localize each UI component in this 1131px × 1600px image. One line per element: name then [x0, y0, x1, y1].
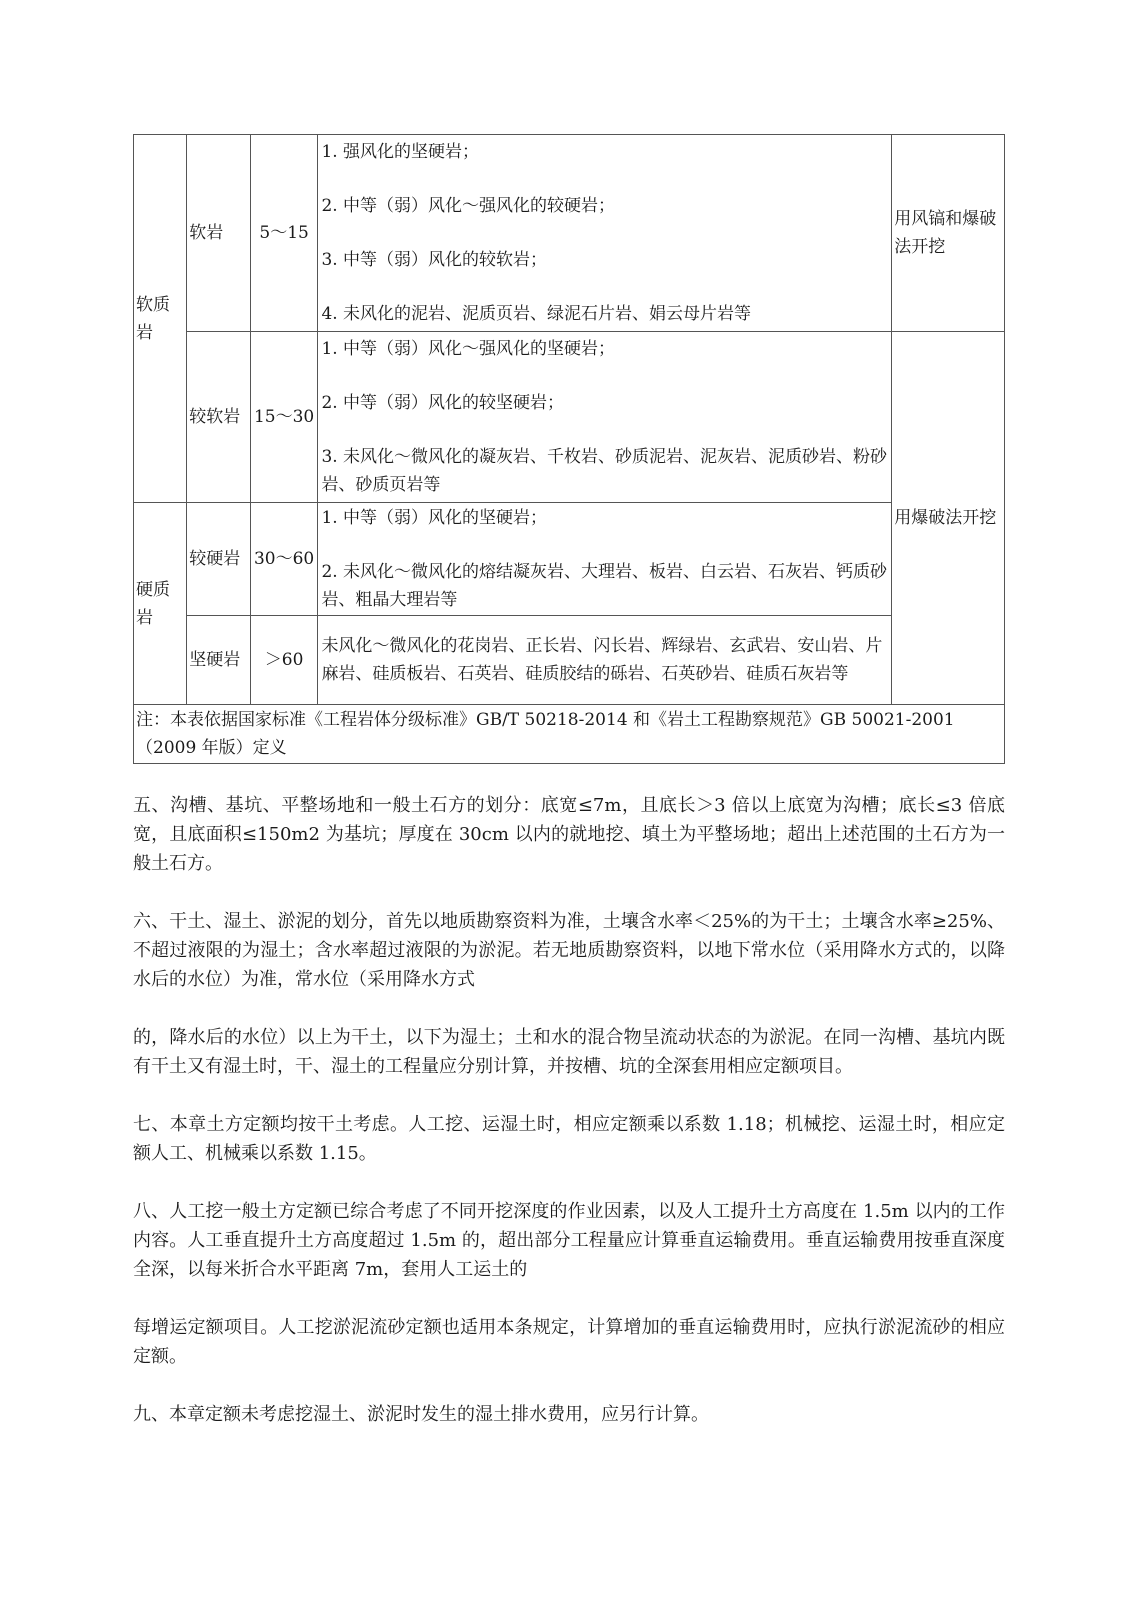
body-text [133, 791, 1005, 1458]
paragraph: 每增运定额项目。人工挖淤泥流砂定额也适用本条规定，计算增加的垂直运输费用时，应执行淤泥流砂的相应定额。 [133, 1317, 1005, 1367]
description-line: 2. 中等（弱）风化的较坚硬岩； [321, 393, 565, 413]
paragraph: 的，降水后的水位）以上为干土，以下为湿土；土和水的混合物呈流动状态的为淤泥。在同一沟槽、基坑内既有干土又有湿土时，干、湿土的工程量应分别计算，并按槽、坑的全深套用相应定额项目。 [133, 1027, 1005, 1077]
description-line: 2. 中等（弱）风化～强风化的较硬岩； [321, 196, 616, 216]
description-cell [318, 503, 892, 616]
description-line: 2. 未风化～微风化的熔结凝灰岩、大理岩、板岩、白云岩、石灰岩、钙质砂岩、粗晶大理岩等 [321, 562, 888, 610]
description-line: 1. 中等（弱）风化的坚硬岩； [321, 508, 548, 528]
excavation-method-cell: 用风镐和爆破法开挖 [892, 135, 1005, 332]
description-line: 4. 未风化的泥岩、泥质页岩、绿泥石片岩、娟云母片岩等 [321, 304, 752, 324]
table-row [134, 135, 1005, 332]
description-cell [318, 135, 892, 332]
paragraph: 七、本章土方定额均按干土考虑。人工挖、运湿土时，相应定额乘以系数 1.18；机械挖、运湿土时，相应定额人工、机械乘以系数 1.15。 [133, 1114, 1005, 1164]
table-note-row [134, 705, 1005, 764]
paragraph: 五、沟槽、基坑、平整场地和一般土石方的划分：底宽≤7m，且底长＞3 倍以上底宽为沟槽；底长≤3 倍底宽，且底面积≤150m2 为基坑；厚度在 30cm 以内的就地挖、填土为平整场地；超出上述范围的土石方为一般土石方。 [133, 795, 1005, 874]
paragraph: 六、干土、湿土、淤泥的划分，首先以地质勘察资料为准，土壤含水率＜25%的为干土；土壤含水率≥25%、不超过液限的为湿土；含水率超过液限的为淤泥。若无地质勘察资料，以地下常水位（采用降水方式的，以降水后的水位）为准，常水位（采用降水方式 [133, 911, 1005, 990]
excavation-method-cell: 用爆破法开挖 [892, 332, 1005, 705]
subtype-cell: 较软岩 [187, 332, 251, 503]
category-cell-soft-rock: 软质岩 [134, 135, 187, 503]
subtype-cell: 坚硬岩 [187, 616, 251, 705]
subtype-cell: 较硬岩 [187, 503, 251, 616]
table-row [134, 332, 1005, 503]
strength-range-cell: 15～30 [250, 332, 318, 503]
description-line: 1. 强风化的坚硬岩； [321, 142, 480, 162]
description-cell [318, 332, 892, 503]
table-row [134, 503, 1005, 616]
rock-classification-table [133, 134, 1005, 764]
description-line: 3. 未风化～微风化的凝灰岩、千枚岩、砂质泥岩、泥灰岩、泥质砂岩、粉砂岩、砂质页岩等 [321, 447, 888, 495]
subtype-cell: 软岩 [187, 135, 251, 332]
strength-range-cell: ＞60 [250, 616, 318, 705]
paragraph: 九、本章定额未考虑挖湿土、淤泥时发生的湿土排水费用，应另行计算。 [133, 1404, 709, 1425]
strength-range-cell: 5～15 [250, 135, 318, 332]
table-row [134, 616, 1005, 705]
strength-range-cell: 30～60 [250, 503, 318, 616]
paragraph: 八、人工挖一般土方定额已综合考虑了不同开挖深度的作业因素，以及人工提升土方高度在 1.5m 以内的工作内容。人工垂直提升土方高度超过 1.5m 的，超出部分工程量应计算垂直运输费用。垂直运输费用按垂直深度全深，以每米折合水平距离 7m，套用人工运土的 [133, 1201, 1005, 1280]
description-cell [318, 616, 892, 705]
category-cell-hard-rock: 硬质岩 [134, 503, 187, 705]
description-line: 1. 中等（弱）风化～强风化的坚硬岩； [321, 339, 616, 359]
table-note: 注：本表依据国家标准《工程岩体分级标准》GB/T 50218-2014 和《岩土工程勘察规范》GB 50021-2001（2009 年版）定义 [134, 705, 1005, 764]
description-line: 3. 中等（弱）风化的较软岩； [321, 250, 548, 270]
description-line: 未风化～微风化的花岗岩、正长岩、闪长岩、辉绿岩、玄武岩、安山岩、片麻岩、硅质板岩、石英岩、硅质胶结的砾岩、石英砂岩、硅质石灰岩等 [321, 636, 883, 684]
